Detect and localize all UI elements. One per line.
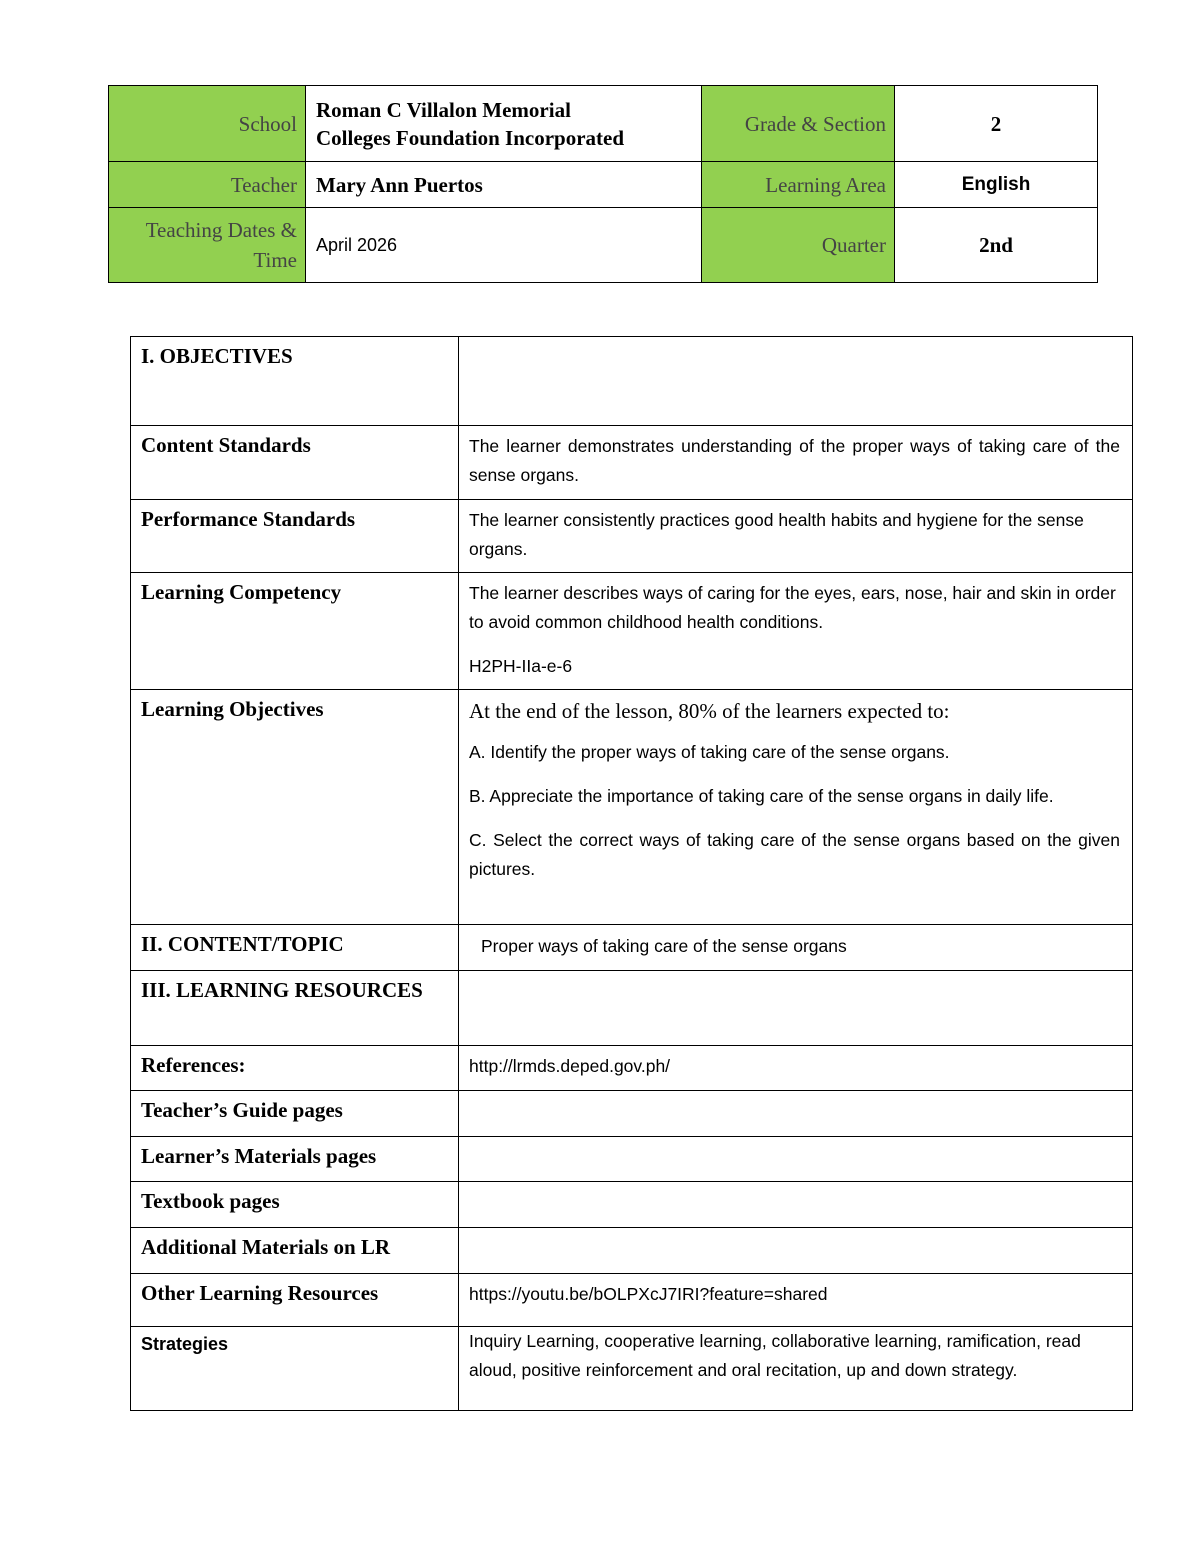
teaching-dates-label: Teaching Dates & Time xyxy=(109,208,306,283)
objective-b: B. Appreciate the importance of taking care of the sense organs in daily life. xyxy=(469,786,1054,806)
row-strategies xyxy=(131,1327,1133,1411)
quarter-label: Quarter xyxy=(702,208,895,283)
performance-standards-label: Performance Standards xyxy=(131,500,459,573)
competency-code: H2PH-IIa-e-6 xyxy=(469,656,573,676)
objectives-intro: At the end of the lesson, 80% of the learners expected to: xyxy=(469,699,950,723)
header-row-teacher xyxy=(109,162,1098,208)
row-content-topic xyxy=(131,925,1133,971)
grade-section-label: Grade & Section xyxy=(702,86,895,162)
learning-resources-heading: III. LEARNING RESOURCES xyxy=(131,971,459,1046)
lesson-plan-table xyxy=(130,336,1133,1411)
quarter-value: 2nd xyxy=(895,208,1098,283)
row-learners-materials xyxy=(131,1137,1133,1182)
objectives-heading: I. OBJECTIVES xyxy=(131,337,459,426)
content-standards-label: Content Standards xyxy=(131,426,459,500)
school-value xyxy=(306,86,702,162)
references-value: http://lrmds.deped.gov.ph/ xyxy=(459,1046,1133,1091)
school-value-line1: Roman C Villalon Memorial xyxy=(316,97,571,122)
row-other-resources xyxy=(131,1274,1133,1327)
learning-objectives-label: Learning Objectives xyxy=(131,690,459,925)
learning-resources-empty xyxy=(459,971,1133,1046)
school-label: School xyxy=(109,86,306,162)
textbook-label: Textbook pages xyxy=(131,1182,459,1228)
objective-a: A. Identify the proper ways of taking care of the sense organs. xyxy=(469,742,950,762)
row-additional-materials xyxy=(131,1228,1133,1274)
learners-materials-label: Learner’s Materials pages xyxy=(131,1137,459,1182)
school-value-line2: Colleges Foundation Incorporated xyxy=(316,125,625,150)
row-references xyxy=(131,1046,1133,1091)
objectives-heading-empty xyxy=(459,337,1133,426)
learning-competency-value xyxy=(459,573,1133,690)
additional-materials-empty xyxy=(459,1228,1133,1274)
teaching-dates-value: April 2026 xyxy=(306,208,702,283)
other-resources-label: Other Learning Resources xyxy=(131,1274,459,1327)
row-learning-resources xyxy=(131,971,1133,1046)
other-resources-value: https://youtu.be/bOLPXcJ7IRI?feature=shared xyxy=(459,1274,1133,1327)
learning-area-label: Learning Area xyxy=(702,162,895,208)
teachers-guide-label: Teacher’s Guide pages xyxy=(131,1091,459,1137)
learning-competency-label: Learning Competency xyxy=(131,573,459,690)
lesson-header-table xyxy=(108,85,1098,283)
performance-standards-value: The learner consistently practices good health habits and hygiene for the sense organs. xyxy=(459,500,1133,573)
row-learning-objectives xyxy=(131,690,1133,925)
header-row-school xyxy=(109,86,1098,162)
learning-area-value: English xyxy=(895,162,1098,208)
grade-section-value: 2 xyxy=(895,86,1098,162)
content-topic-value: Proper ways of taking care of the sense organs xyxy=(459,925,1133,971)
objective-c: C. Select the correct ways of taking care of the sense organs based on the given pictures. xyxy=(469,830,1120,879)
row-learning-competency xyxy=(131,573,1133,690)
additional-materials-label: Additional Materials on LR xyxy=(131,1228,459,1274)
row-textbook xyxy=(131,1182,1133,1228)
content-topic-label: II. CONTENT/TOPIC xyxy=(131,925,459,971)
competency-text: The learner describes ways of caring for the eyes, ears, nose, hair and skin in order to avoid common childhood health conditions. xyxy=(469,583,1116,632)
teachers-guide-empty xyxy=(459,1091,1133,1137)
references-label: References: xyxy=(131,1046,459,1091)
row-objectives-heading xyxy=(131,337,1133,426)
strategies-value: Inquiry Learning, cooperative learning, collaborative learning, ramification, read aloud, positive reinforcement and oral recitation, up and down strategy. xyxy=(459,1327,1133,1411)
learning-objectives-value xyxy=(459,690,1133,925)
textbook-empty xyxy=(459,1182,1133,1228)
header-row-dates xyxy=(109,208,1098,283)
teacher-value: Mary Ann Puertos xyxy=(306,162,702,208)
row-performance-standards xyxy=(131,500,1133,573)
row-content-standards xyxy=(131,426,1133,500)
row-teachers-guide xyxy=(131,1091,1133,1137)
learners-materials-empty xyxy=(459,1137,1133,1182)
teacher-label: Teacher xyxy=(109,162,306,208)
strategies-label: Strategies xyxy=(131,1327,459,1411)
content-standards-value: The learner demonstrates understanding of the proper ways of taking care of the sense organs. xyxy=(459,426,1133,500)
